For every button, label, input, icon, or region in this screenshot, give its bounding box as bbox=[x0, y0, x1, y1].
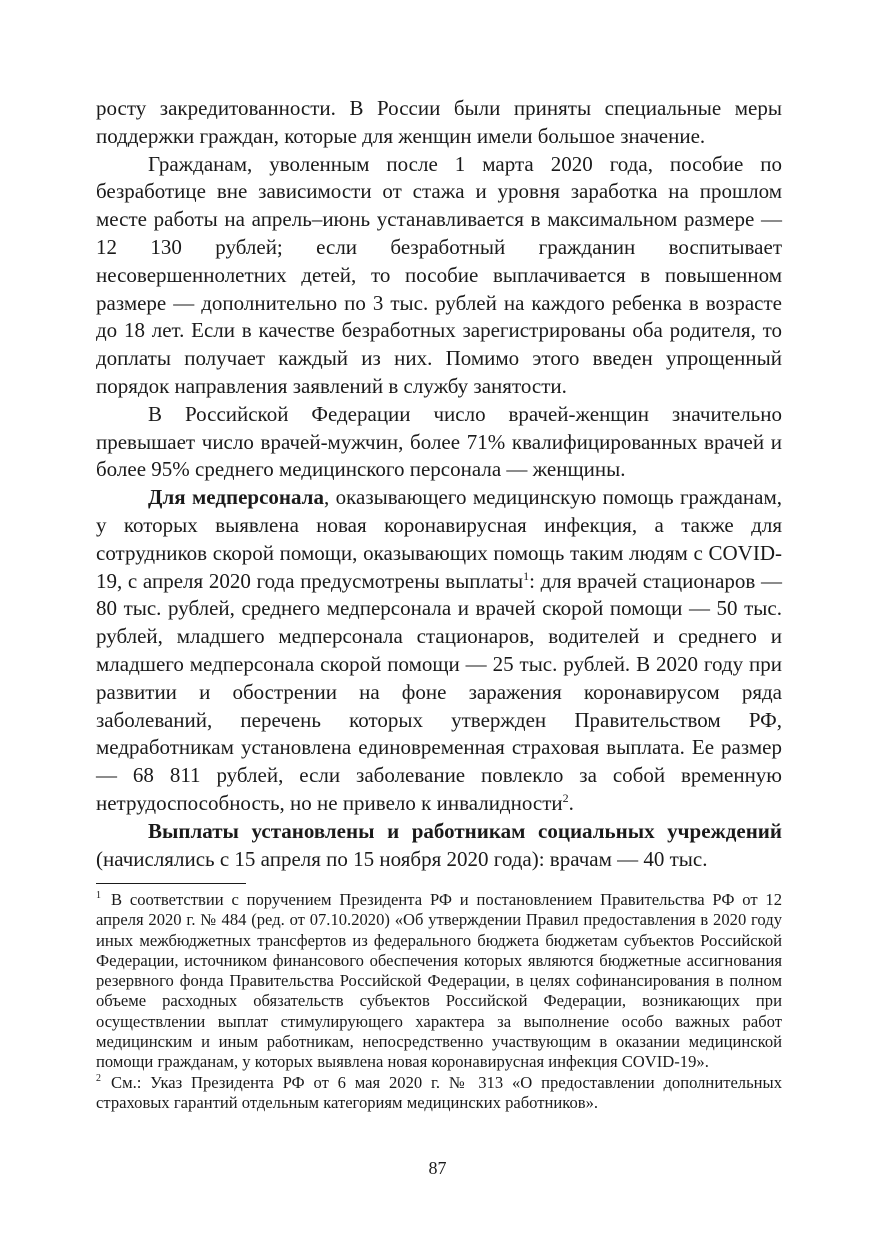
footnote-2-text: См.: Указ Президента РФ от 6 мая 2020 г. № 313 «О предоставлении дополнительных страховых гарантий отдельным категориям медицинских работников». bbox=[96, 1072, 782, 1112]
paragraph-4-text-a: , оказывающего медицинскую помощь гражданам, у которых выявлена новая коронавирусная инфекция, а также для сотрудников скорой помощи, оказывающих помощь таким людям с COVID-19, с апреля 2020 года предусмотрены выплаты bbox=[96, 485, 782, 593]
footnote-2-number: 2 bbox=[96, 1073, 101, 1085]
paragraph-3: В Российской Федерации число врачей-женщин значительно превышает число врачей-мужчин, более 71% квалифицированных врачей и более 95% среднего медицинского персонала — женщины. bbox=[96, 401, 782, 482]
paragraph-5 bbox=[96, 818, 782, 874]
footnote-ref-2[interactable]: 2 bbox=[562, 790, 569, 805]
paragraph-5-text: (начислялись с 15 апреля по 15 ноября 2020 года): врачам — 40 тыс. bbox=[96, 846, 708, 871]
footnote-separator bbox=[96, 883, 246, 884]
paragraph-5-lead: Выплаты установлены и работникам социальных учреждений bbox=[148, 818, 782, 843]
footnote-2 bbox=[96, 1073, 782, 1114]
paragraph-4 bbox=[96, 484, 782, 818]
paragraph-4-text-b: : для врачей стационаров — 80 тыс. рублей, среднего медперсонала и врачей скорой помощи — 50 тыс. рублей, младшего медперсонала стационаров, водителей и среднего и младшего медперсонала скорой помощи — 25 тыс. рублей. В 2020 году при развитии и обострении на фоне заражения коронавирусом ряда заболеваний, перечень которых утвержден Правительством РФ, медработникам установлена единовременная страховая выплата. Ее размер — 68 811 рублей, если заболевание повлекло за собой временную нетрудоспособность, но не привело к инвалидности bbox=[96, 568, 783, 815]
paragraph-1: росту закредитованности. В России были приняты специальные меры поддержки граждан, которые для женщин имели большое значение. bbox=[96, 96, 782, 148]
footnote-ref-1[interactable]: 1 bbox=[523, 568, 530, 583]
footnote-1-number: 1 bbox=[96, 890, 101, 902]
paragraph-4-text-c: . bbox=[568, 790, 574, 815]
page-number: 87 bbox=[428, 1158, 447, 1178]
footnotes bbox=[96, 890, 782, 1113]
paragraph-4-lead: Для медперсонала bbox=[148, 485, 324, 510]
paragraph-2: Гражданам, уволенным после 1 марта 2020 года, пособие по безработице вне зависимости от стажа и уровня заработка на прошлом месте работы на апрель–июнь устанавливается в максимальном размере — 12 130 рублей; если безработный гражданин воспитывает несовершеннолетних детей, то пособие выплачивается в повышенном размере — дополнительно по 3 тыс. рублей на каждого ребенка в возрасте до 18 лет. Если в качестве безработных зарегистрированы оба родителя, то доплаты получает каждый из них. Помимо этого введен упрощенный порядок направления заявлений в службу занятости. bbox=[96, 151, 782, 398]
main-text bbox=[96, 95, 782, 873]
footnote-1-text: В соответствии с поручением Президента РФ и постановлением Правительства РФ от 12 апреля 2020 г. № 484 (ред. от 07.10.2020) «Об утверждении Правил предоставления в 2020 году иных межбюджетных трансфертов из федерального бюджета бюджетам субъектов Российской Федерации, источником финансового обеспечения которых являются бюджетные ассигнования резервного фонда Правительства Российской Федерации, в целях софинансирования в полном объеме расходных обязательств субъектов Российской Федерации, возникающих при осуществлении выплат стимулирующего характера за выполнение особо важных работ медицинским и иным работникам, непосредственно участвующим в оказании медицинской помощи гражданам, у которых выявлена новая коронавирусная инфекция COVID-19». bbox=[96, 890, 782, 1072]
footnote-1 bbox=[96, 890, 782, 1073]
